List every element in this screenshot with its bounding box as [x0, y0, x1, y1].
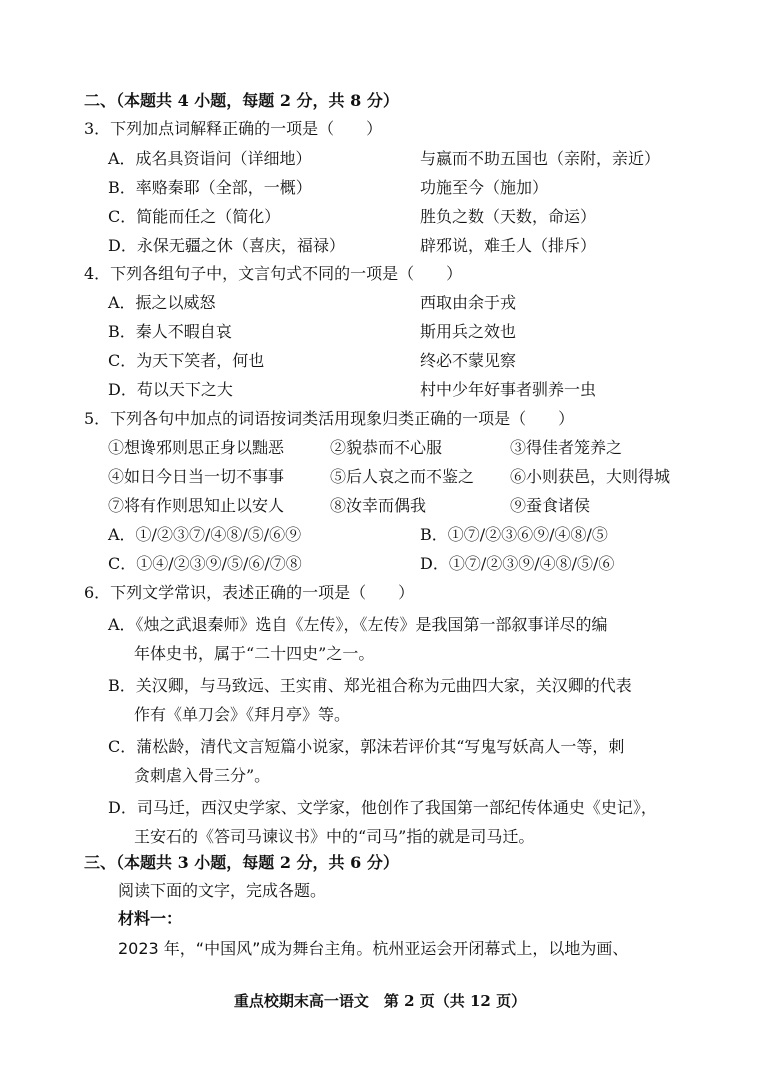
q6-option-b-line2: 作有《单刀会》《拜月亭》等。 [134, 705, 351, 724]
q6-option-c-line2: 贪刺虐入骨三分”。 [134, 766, 271, 785]
q3-option-c-right: 胜负之数（天数，命运） [420, 207, 597, 226]
q5-item-1: ①想谗邪则思正身以黜恶 [108, 438, 285, 457]
q3-option-d-left: D．永保无疆之休（喜庆，福禄） [108, 236, 345, 255]
section-2-heading: 二、（本题共 4 小题，每题 2 分，共 8 分） [84, 91, 399, 110]
q3-option-b-right: 功施至今（施加） [420, 178, 549, 197]
question-5-stem: 5．下列各句中加点的词语按词类活用现象归类正确的一项是（ ） [84, 409, 575, 428]
q5-item-4: ④如日今日当一切不事事 [108, 467, 285, 486]
section-3-heading: 三、（本题共 3 小题，每题 2 分，共 6 分） [84, 853, 399, 872]
q4-option-b-left: B．秦人不暇自哀 [108, 322, 232, 341]
q4-option-a-right: 西取由余于戎 [420, 293, 517, 312]
q6-option-a-line2: 年体史书，属于“二十四史”之一。 [134, 644, 375, 663]
q6-option-a-line1: A．《烛之武退秦师》选自《左传》，《左传》是我国第一部叙事详尽的编 [108, 615, 608, 634]
q3-option-d-right: 辟邪说，难壬人（排斥） [420, 236, 597, 255]
q4-option-c-right: 终必不蒙见察 [420, 351, 517, 370]
q6-option-c-line1: C．蒲松龄，清代文言短篇小说家，郭沫若评价其“写鬼写妖高人一等，刺 [108, 737, 625, 756]
q6-option-b-line1: B．关汉卿，与马致远、王实甫、郑光祖合称为元曲四大家，关汉卿的代表 [108, 676, 632, 695]
q5-item-8: ⑧汝幸而偶我 [330, 496, 427, 515]
q6-option-d-line1: D．司马迁，西汉史学家、文学家，他创作了我国第一部纪传体通史《史记》， [108, 798, 657, 817]
question-3-stem: 3．下列加点词解释正确的一项是（ ） [84, 119, 383, 138]
q5-item-3: ③得佳者笼养之 [510, 438, 623, 457]
section-3-instruction: 阅读下面的文字，完成各题。 [118, 881, 327, 900]
q3-option-c-left: C．简能而任之（简化） [108, 207, 281, 226]
question-4-stem: 4．下列各组句子中，文言句式不同的一项是（ ） [84, 264, 463, 283]
material-text: 2023 年，“中国风”成为舞台主角。杭州亚运会开闭幕式上，以地为画、 [118, 939, 629, 958]
q4-option-a-left: A．振之以威怒 [108, 293, 216, 312]
q6-option-d-line2: 王安石的《答司马谏议书》中的“司马”指的就是司马迁。 [134, 827, 535, 846]
q5-item-7: ⑦将有作则思知止以安人 [108, 496, 285, 515]
q4-option-d-right: 村中少年好事者驯养一虫 [420, 380, 597, 399]
page-footer: 重点校期末高一语文 第 2 页（共 12 页） [233, 992, 527, 1010]
q3-option-b-left: B．率赂秦耶（全部，一概） [108, 178, 312, 197]
q3-option-a-right: 与嬴而不助五国也（亲附，亲近） [420, 149, 661, 168]
q5-option-d: D．①⑦/②③⑨/④⑧/⑤/⑥ [420, 554, 615, 573]
q5-item-9: ⑨蚕食诸侯 [510, 496, 591, 515]
q4-option-d-left: D．苟以天下之大 [108, 380, 233, 399]
q4-option-b-right: 斯用兵之效也 [420, 322, 517, 341]
q5-option-c: C．①④/②③⑨/⑤/⑥/⑦⑧ [108, 554, 302, 573]
q5-option-a: A．①/②③⑦/④⑧/⑤/⑥⑨ [108, 525, 302, 544]
q3-option-a-left: A．成名具资诣问（详细地） [108, 149, 312, 168]
q4-option-c-left: C．为天下笑者，何也 [108, 351, 265, 370]
question-6-stem: 6．下列文学常识，表述正确的一项是（ ） [84, 583, 415, 602]
q5-item-5: ⑤后人哀之而不鉴之 [330, 467, 475, 486]
q5-item-6: ⑥小则获邑，大则得城 [510, 467, 671, 486]
material-label: 材料一： [118, 909, 183, 928]
q5-item-2: ②貌恭而不心服 [330, 438, 443, 457]
q5-option-b: B．①⑦/②③⑥⑨/④⑧/⑤ [420, 525, 608, 544]
